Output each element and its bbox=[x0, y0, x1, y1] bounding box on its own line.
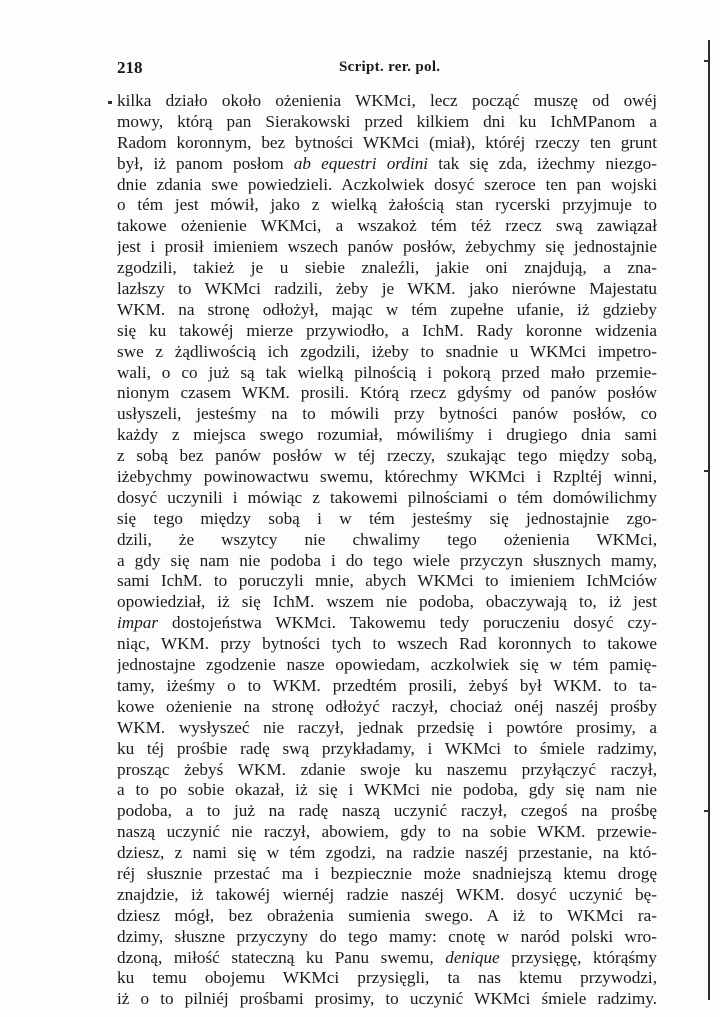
text-line: o tém jest mówił, jako z wielką żałością stan rycerski przyjmuje to bbox=[117, 195, 657, 215]
text-line: z sobą bez panów posłów w téj rzeczy, szukając tego między sobą, bbox=[117, 446, 657, 466]
text-line: jest i prosił imieniem wszech panów posłów, żebychmy się jednostajnie bbox=[117, 237, 657, 257]
text-line: Radom koronnym, bez bytności WKMci (miał), któréj rzeczy ten grunt bbox=[117, 132, 657, 152]
page-edge-tick bbox=[704, 60, 710, 62]
text-line: lazłszy to WKMci radzili, żeby je WKM. jako nierówne Majestatu bbox=[117, 279, 657, 299]
text-line: a to po sobie okazał, iż się i WKMci nie podoba, gdy się nam nie bbox=[117, 780, 657, 800]
text-line: dziesz, z nami się w tém zgodzi, na radzie naszéj przestanie, na któ- bbox=[117, 843, 657, 863]
text-line: WKM. na stronę odłożył, mając w tém zupełne ufanie, iż gdzieby bbox=[117, 299, 657, 319]
text-line: ku temu obojemu WKMci przysięgli, ta nas ktemu przywodzi, bbox=[117, 968, 657, 988]
text-line: każdy z miejsca swego rozumiał, mówiliśmy i drugiego dnia sami bbox=[117, 425, 657, 445]
text-line: nionym czasem WKM. prosili. Którą rzecz gdyśmy od panów posłów bbox=[117, 383, 657, 403]
text-line: tamy, iżeśmy o to WKM. przedtém prosili, żebyś był WKM. to ta- bbox=[117, 675, 657, 695]
text-line: kilka działo około ożenienia WKMci, lecz począć muszę od owéj bbox=[117, 91, 657, 110]
text-line: WKM. wysłyszeć nie raczył, jednak przedsię i powtóre prosimy, a bbox=[117, 717, 657, 737]
text-line: znajdzie, iż takowéj wiernéj radzie naszéj WKM. dosyć uczynić bę- bbox=[117, 884, 657, 904]
text-line: réj słusznie przestać ma i bezpiecznie może snadniejszą ktemu drogę bbox=[117, 863, 657, 883]
text-line: prosząc żebyś WKM. zdanie swoje ku naszemu przyłączyć raczył, bbox=[117, 759, 657, 779]
text-line: mowy, którą pan Sierakowski przed kilkiem dni ku IchMPanom a bbox=[117, 111, 657, 131]
text-line: kowe ożenienie na stronę odłożyć raczył, chociaż onéj naszéj prośby bbox=[117, 696, 657, 716]
running-head bbox=[117, 58, 657, 80]
text-line: opowiedział, iż się IchM. wszem nie podoba, obaczywają to, iż jest bbox=[117, 592, 657, 612]
text-line: był, iż panom posłom ab equestri ordini tak się zda, iżechmy niezgo- bbox=[117, 153, 657, 173]
page-edge-tick bbox=[704, 810, 710, 812]
text-line: iż o to pilniéj prośbami prosimy, to uczynić WKMci śmiele radzimy. bbox=[117, 989, 657, 1009]
text-line: dnie zdania swe powiedzieli. Aczkolwiek dosyć szeroce ten pan wojski bbox=[117, 174, 657, 194]
text-line: dzoną, miłość stateczną ku Panu swemu, denique przysięgę, którąśmy bbox=[117, 947, 657, 967]
page-number: 218 bbox=[117, 58, 143, 77]
text-line: swe z żądliwością ich zgodzili, iżeby to snadnie u WKMci impetro- bbox=[117, 341, 657, 361]
page-edge-tick bbox=[704, 470, 710, 472]
text-line: naszą uczynić nie raczył, abowiem, gdy to na sobie WKM. przewie- bbox=[117, 822, 657, 842]
text-line: sami IchM. to poruczyli mnie, abych WKMci to imieniem IchMciów bbox=[117, 571, 657, 591]
body-text bbox=[117, 91, 657, 1010]
text-line: takowe ożenienie WKMci, a wszakoż tém téż rzecz swą zawiązał bbox=[117, 216, 657, 236]
text-line: a gdy się nam nie podoba i do tego wiele przyczyn słusznych mamy, bbox=[117, 550, 657, 570]
text-line: zgodzili, takież je u siebie znaleźli, jakie oni znajdują, a zna- bbox=[117, 258, 657, 278]
text-line: dzimy, słuszne przyczyny do tego mamy: cnotę w naród polski wro- bbox=[117, 926, 657, 946]
text-line: ku téj prośbie radę swą przykładamy, i WKMci to śmiele radzimy, bbox=[117, 738, 657, 758]
text-line: się tego między sobą i w tém jesteśmy się jednostajnie zgo- bbox=[117, 508, 657, 528]
margin-mark bbox=[108, 101, 112, 104]
text-line: dziesz mógł, bez obrażenia sumienia swego. A iż to WKMci ra- bbox=[117, 905, 657, 925]
text-line: podoba, a to już na radę naszą uczynić raczył, czegoś na prośbę bbox=[117, 801, 657, 821]
text-line: się ku takowéj mierze przywiodło, a IchM. Rady koronne widzenia bbox=[117, 320, 657, 340]
page-edge-rule bbox=[708, 40, 710, 1000]
text-line: jednostajne zgodzenie nasze opowiedam, aczkolwiek się w tém pamię- bbox=[117, 655, 657, 675]
text-line: iżebychmy powinowactwu swemu, którechmy WKMci i Rzpltéj winni, bbox=[117, 467, 657, 487]
running-title: Script. rer. pol. bbox=[339, 59, 441, 75]
text-line: dosyć uczynili i mówiąc z takowemi pilnościami o tém domówilichmy bbox=[117, 487, 657, 507]
text-line: niąc, WKM. przy bytności tych to wszech Rad koronnych to takowe bbox=[117, 634, 657, 654]
text-line: impar dostojeństwa WKMci. Takowemu tedy poruczeniu dosyć czy- bbox=[117, 613, 657, 633]
text-line: usłyszeli, jesteśmy na to mówili przy bytności panów posłów, co bbox=[117, 404, 657, 424]
text-line: wali, o co już są tak wielką pilnością i pokorą przed mało przemie- bbox=[117, 362, 657, 382]
text-line: dzili, że wszytcy nie chwalimy tego ożenienia WKMci, bbox=[117, 529, 657, 549]
